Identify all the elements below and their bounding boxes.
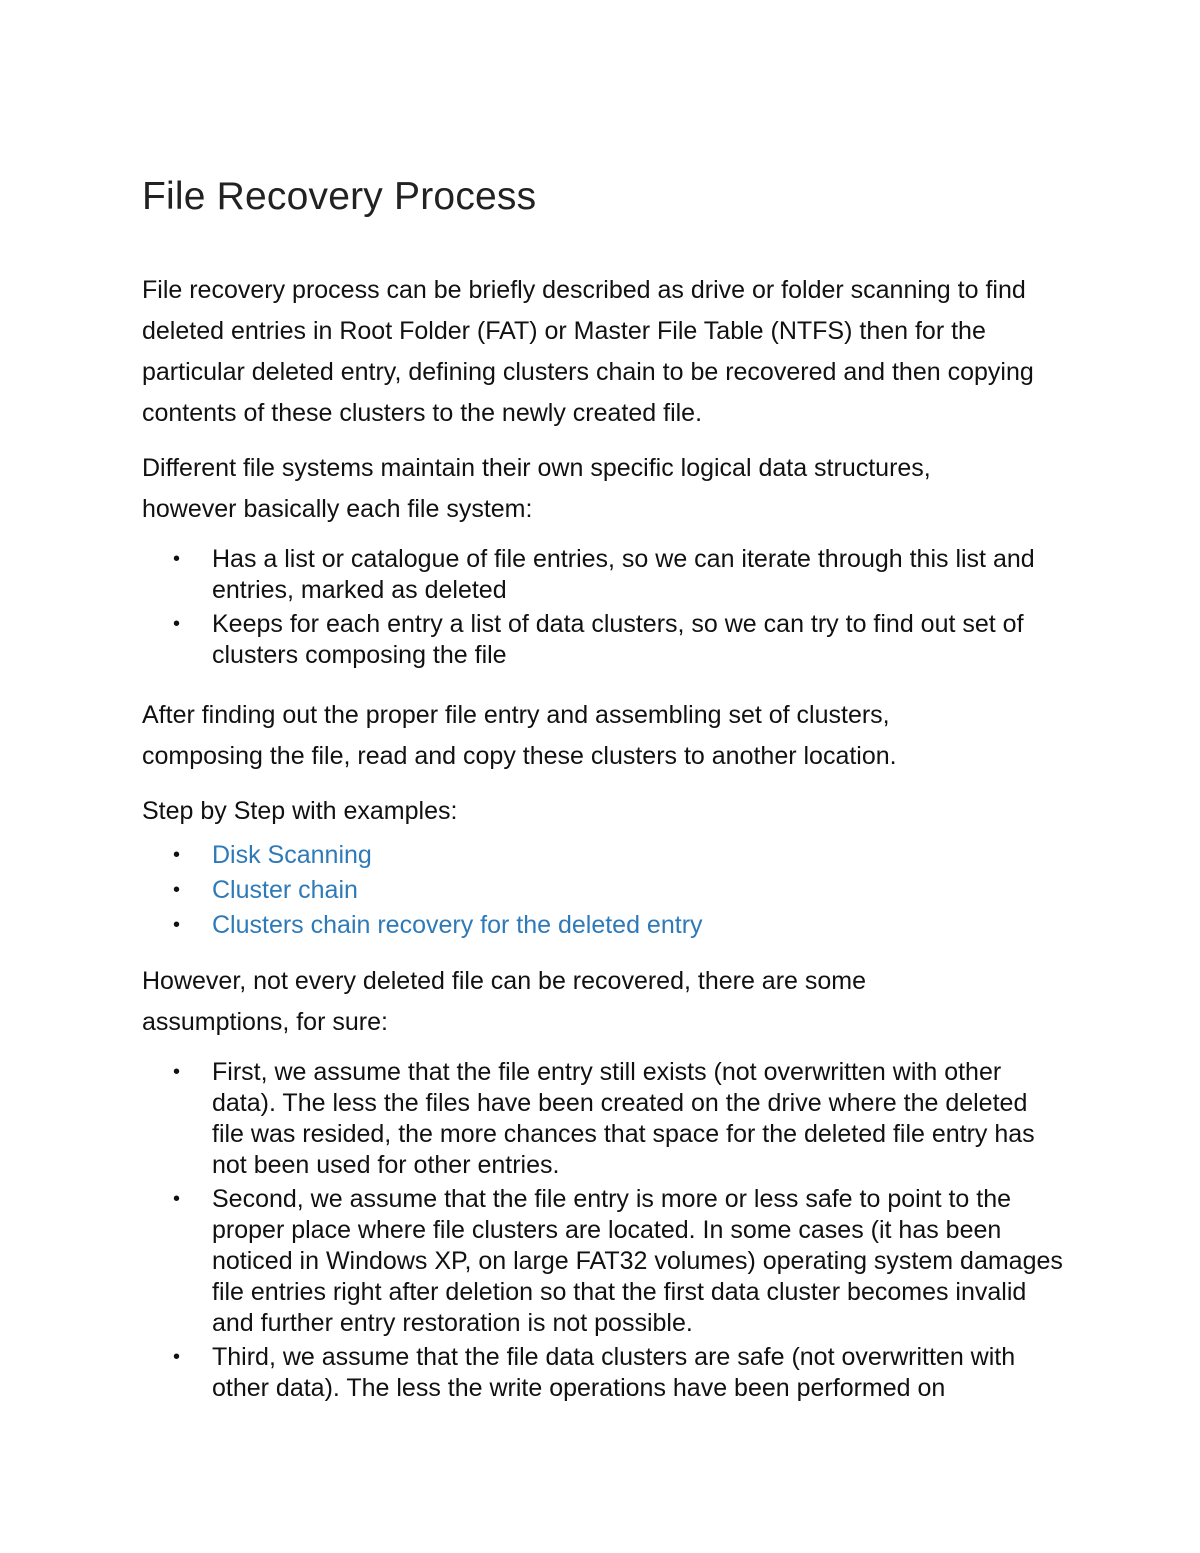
link-cluster-chain[interactable]: Cluster chain <box>212 876 358 904</box>
bullet-icon: • <box>173 613 181 635</box>
list-item-text: Second, we assume that the file entry is more or less safe to point to the proper place where file clusters are located. In some cases (it has been noticed in Windows XP, on large FAT32 volumes) operating system damages file entries right after deletion so that the first data cluster becomes invalid and further entry restoration is not possible. <box>212 1185 1063 1337</box>
list-item <box>142 1057 1062 1181</box>
bullet-icon: • <box>173 548 181 570</box>
list-item <box>142 838 1072 873</box>
fs-intro-paragraph: Different file systems maintain their own specific logical data structures, however basically each file system: <box>142 454 931 523</box>
list-item-text: Keeps for each entry a list of data clusters, so we can try to find out set of clusters composing the file <box>212 610 1024 669</box>
bullet-icon: • <box>173 1061 181 1083</box>
bullet-icon: • <box>173 879 181 901</box>
list-item <box>142 873 1072 908</box>
assumptions-list <box>142 1057 1072 1404</box>
examples-link-list <box>142 838 1072 943</box>
page-title: File Recovery Process <box>142 175 537 218</box>
bullet-icon: • <box>173 1346 181 1368</box>
fs-features-list <box>142 544 1072 671</box>
intro-paragraph: File recovery process can be briefly described as drive or folder scanning to find deleted entries in Root Folder (FAT) or Master File Table (NTFS) then for the particular deleted entry, defining clusters chain to be recovered and then copying contents of these clusters to the newly created file. <box>142 276 1034 427</box>
bullet-icon: • <box>173 914 181 936</box>
list-item-text: Has a list or catalogue of file entries, so we can iterate through this list and entries, marked as deleted <box>212 545 1035 604</box>
document-page <box>142 170 1072 1416</box>
step-by-step-heading: Step by Step with examples: <box>142 797 458 825</box>
link-disk-scanning[interactable]: Disk Scanning <box>212 841 372 869</box>
list-item <box>142 1342 1062 1404</box>
bullet-icon: • <box>173 1188 181 1210</box>
list-item <box>142 1184 1072 1339</box>
list-item-text: Third, we assume that the file data clusters are safe (not overwritten with other data). The less the write operations have been performed on <box>212 1343 1016 1402</box>
list-item <box>142 544 1042 606</box>
bullet-icon: • <box>173 844 181 866</box>
however-paragraph: However, not every deleted file can be recovered, there are some assumptions, for sure: <box>142 967 867 1036</box>
list-item <box>142 908 1072 943</box>
after-finding-paragraph: After finding out the proper file entry and assembling set of clusters, composing the file, read and copy these clusters to another location. <box>142 701 897 770</box>
list-item-text: First, we assume that the file entry still exists (not overwritten with other data). The less the files have been created on the drive where the deleted file was resided, the more chances that space for the deleted file entry has not been used for other entries. <box>212 1058 1035 1179</box>
list-item <box>142 609 1052 671</box>
link-clusters-chain-recovery[interactable]: Clusters chain recovery for the deleted entry <box>212 911 703 939</box>
